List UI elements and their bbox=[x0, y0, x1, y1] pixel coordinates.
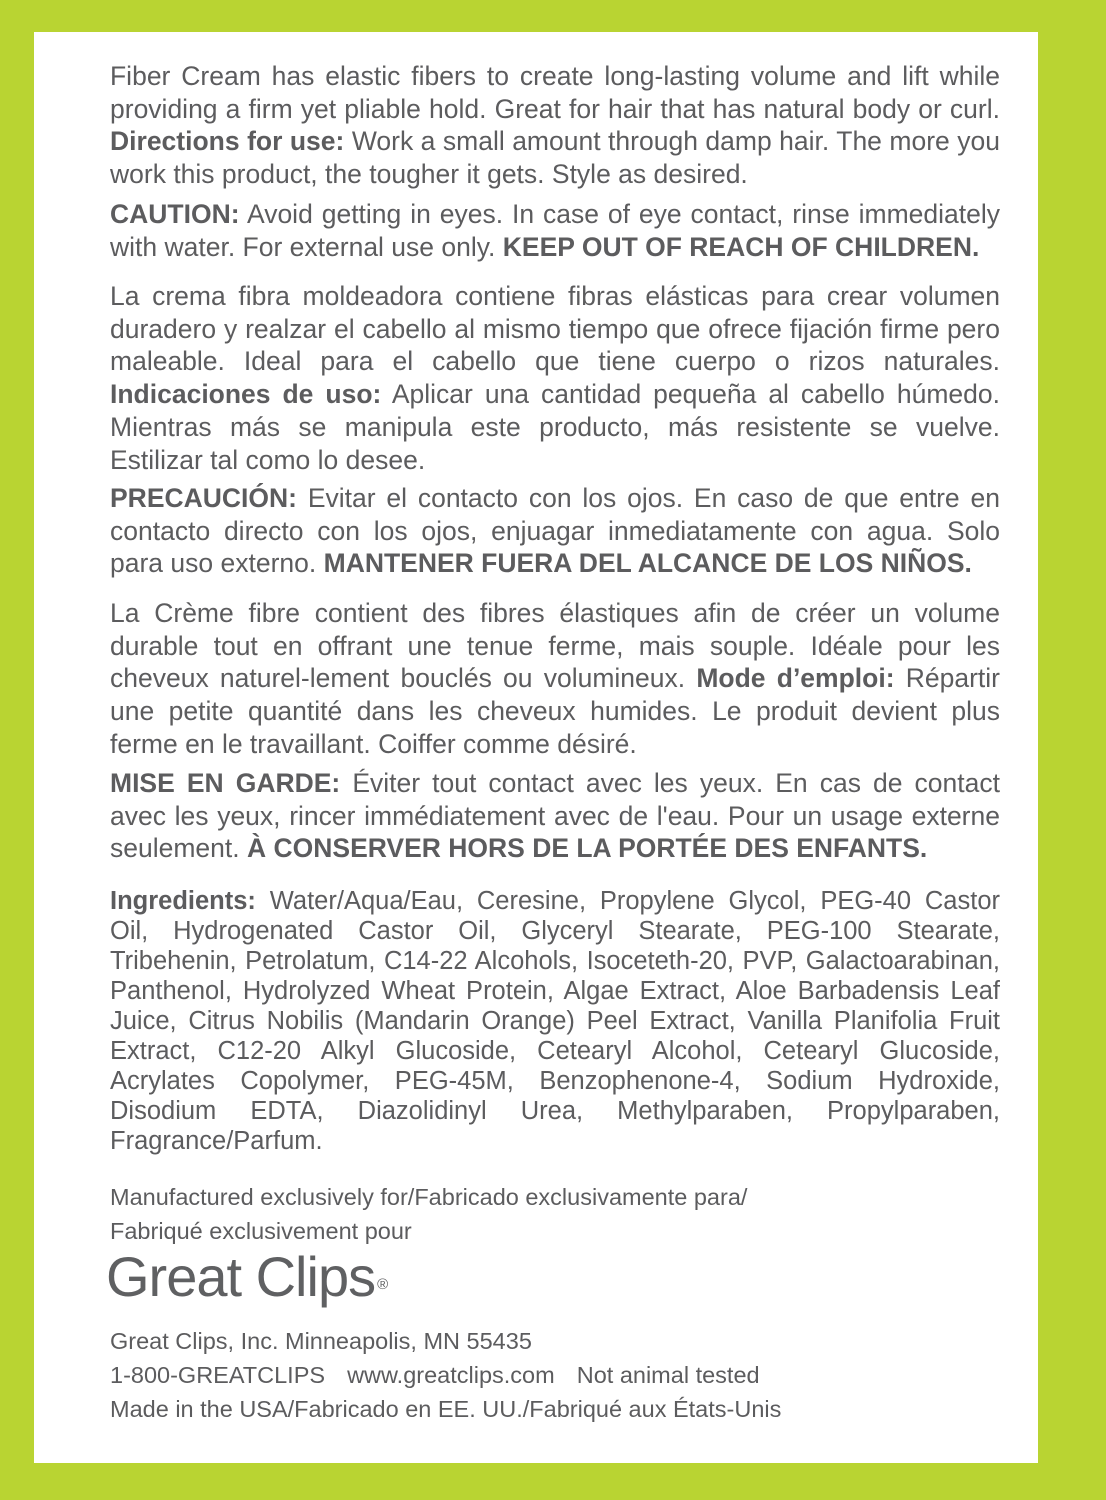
french-caution-label: MISE EN GARDE: bbox=[110, 768, 341, 798]
english-directions-text: Work a small amount through damp hair. The more you work this product, the tougher it gets. Style as desired. bbox=[110, 126, 1000, 190]
company-contact bbox=[110, 1324, 1000, 1426]
spanish-caution-text: Evitar el contacto con los ojos. En caso de que entre en contacto directo con los ojos, enjuagar inmediatamente con agua. Solo para uso externo. bbox=[110, 483, 1000, 579]
website: www.greatclips.com bbox=[347, 1362, 555, 1388]
logo-text: Great Clips bbox=[106, 1245, 376, 1308]
contact-line bbox=[110, 1358, 1000, 1392]
french-description: La Crème fibre contient des fibres élastiques afin de créer un volume durable tout en offrant une tenue ferme, mais souple. Idéale pour les cheveux naturel-lement bouclés ou volumineux. bbox=[110, 598, 1000, 694]
company-address: Great Clips, Inc. Minneapolis, MN 55435 bbox=[110, 1328, 532, 1354]
manufacturer-line-1: Manufactured exclusively for/Fabricado exclusivamente para/ bbox=[110, 1184, 748, 1210]
french-caution-block bbox=[110, 767, 1000, 865]
english-description: Fiber Cream has elastic fibers to create long-lasting volume and lift while providing a firm yet pliable hold. Great for hair that has natural body or curl. bbox=[110, 61, 1000, 124]
label-panel bbox=[34, 32, 1038, 1463]
spanish-description-block bbox=[110, 280, 1000, 476]
english-directions-label: Directions for use: bbox=[110, 126, 345, 157]
spanish-description: La crema fibra moldeadora contiene fibras elásticas para crear volumen duradero y realzar el cabello al mismo tiempo que ofrece fijación firme pero maleable. Ideal para el cabello que tiene cuerpo o rizos naturales. bbox=[110, 281, 1000, 377]
english-caution-block bbox=[110, 198, 1000, 263]
spanish-directions-text: Aplicar una cantidad pequeña al cabello húmedo. Mientras más se manipula este producto, más resistente se vuelve. Estilizar tal como lo desee. bbox=[110, 379, 1000, 475]
ingredients-label: Ingredients: bbox=[110, 887, 256, 915]
french-directions-text: Répartir une petite quantité dans les cheveux humides. Le produit devient plus ferme en le travaillant. Coiffer comme désiré. bbox=[110, 663, 1001, 759]
manufacturer-statement bbox=[110, 1180, 1000, 1248]
spanish-caution-block bbox=[110, 482, 1000, 580]
spanish-directions-label: Indicaciones de uso: bbox=[110, 379, 382, 410]
spanish-caution-label: PRECAUCIÓN: bbox=[110, 483, 297, 513]
french-caution-text: Éviter tout contact avec les yeux. En cas de contact avec les yeux, rincer immédiatement avec de l'eau. Pour un usage externe seulement. bbox=[110, 768, 1000, 864]
phone-number: 1-800-GREATCLIPS bbox=[110, 1362, 326, 1388]
spanish-caution-emphasis: MANTENER FUERA DEL ALCANCE DE LOS NIÑOS. bbox=[323, 548, 972, 579]
french-description-block bbox=[110, 597, 1000, 761]
manufacturer-line-2: Fabriqué exclusivement pour bbox=[110, 1218, 412, 1244]
english-caution-label: CAUTION: bbox=[110, 199, 240, 229]
french-directions-label: Mode d’emploi: bbox=[696, 663, 895, 694]
english-description-block bbox=[110, 60, 1000, 191]
animal-testing-note: Not animal tested bbox=[576, 1362, 760, 1388]
great-clips-logo bbox=[106, 1242, 388, 1312]
country-of-origin: Made in the USA/Fabricado en EE. UU./Fabriqué aux États-Unis bbox=[110, 1396, 782, 1422]
french-caution-emphasis: À CONSERVER HORS DE LA PORTÉE DES ENFANTS. bbox=[247, 833, 928, 864]
registered-mark: ® bbox=[377, 1276, 389, 1293]
english-caution-text: Avoid getting in eyes. In case of eye contact, rinse immediately with water. For external use only. bbox=[110, 199, 1000, 262]
ingredients-text: Water/Aqua/Eau, Ceresine, Propylene Glycol, PEG-40 Castor Oil, Hydrogenated Castor Oil, Glyceryl Stearate, PEG-100 Stearate, Tribehenin, Petrolatum, C14-22 Alcohols, Isoceteth-20, PVP, Galactoarabinan, Panthenol, Hydrolyzed Wheat Protein, Algae Extract, Aloe Barbadensis Leaf Juice, Citrus Nobilis (Mandarin Orange) Peel Extract, Vanilla Planifolia Fruit Extract, C12-20 Alkyl Glucoside, Cetearyl Alcohol, Cetearyl Glucoside, Acrylates Copolymer, PEG-45M, Benzophenone-4, Sodium Hydroxide, Disodium EDTA, Diazolidinyl Urea, Methylparaben, Propylparaben, Fragrance/Parfum. bbox=[110, 887, 1000, 1155]
english-caution-emphasis: KEEP OUT OF REACH OF CHILDREN. bbox=[502, 231, 980, 262]
ingredients-block bbox=[110, 886, 1000, 1156]
